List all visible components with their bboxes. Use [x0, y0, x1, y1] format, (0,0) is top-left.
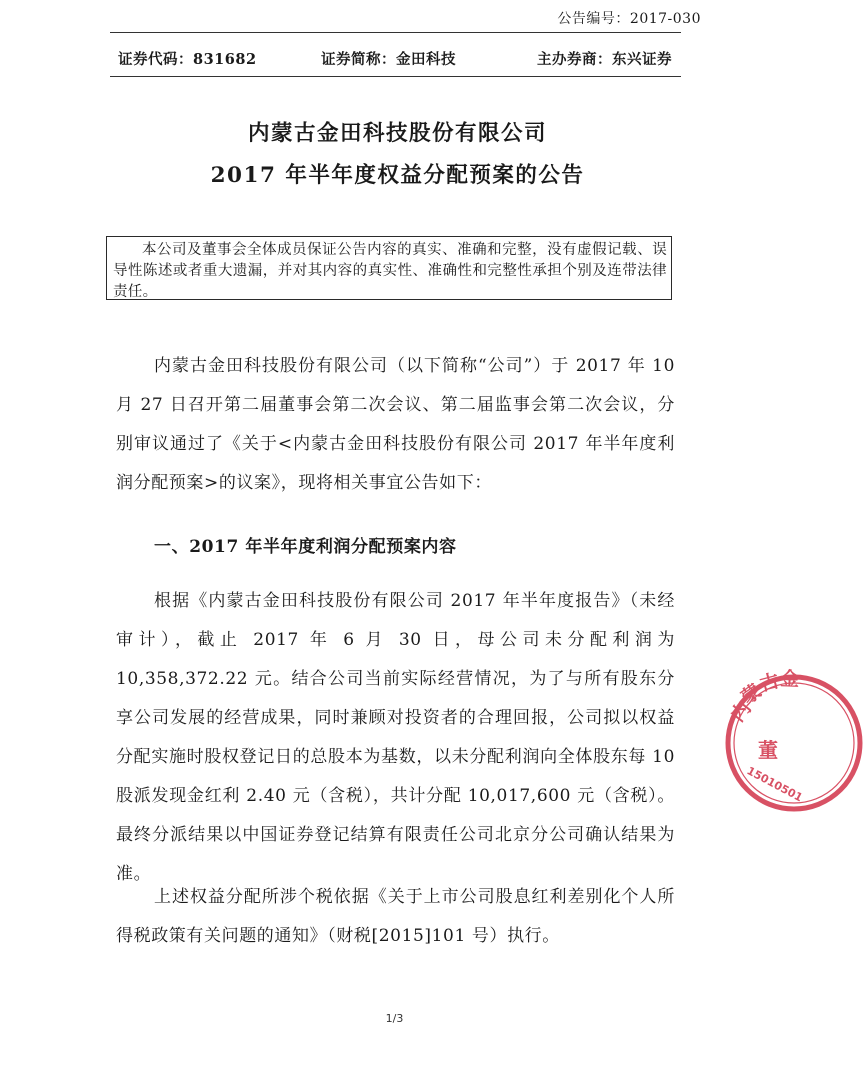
header-rule-top [110, 32, 681, 33]
svg-text:内: 内 [726, 697, 756, 727]
header-rule-bottom [110, 76, 681, 77]
disclaimer-box [106, 236, 672, 300]
svg-text:蒙: 蒙 [737, 680, 766, 710]
security-abbreviation: 证券简称：金田科技 [321, 51, 456, 68]
document-title-company: 内蒙古金田科技股份有限公司 [247, 121, 547, 146]
intro-paragraph: 内蒙古金田科技股份有限公司（以下简称“公司”）于 2017 年 10 月 27 日召开第二届董事会第二次会议、第二届监事会第二次会议，分别审议通过了《关于<内蒙古金田科技股份有限公司 2017 年半年度利润分配预案>的议案》，现将相关事宜公告如下： [116, 356, 675, 493]
page-number: 1/3 [385, 1012, 404, 1025]
tax-paragraph: 上述权益分配所涉个税依据《关于上市公司股息红利差别化个人所得税政策有关问题的通知》（财税[2015]101 号）执行。 [116, 887, 675, 946]
section-heading: 一、2017 年半年度利润分配预案内容 [154, 537, 457, 557]
announcement-number: 公告编号：2017-030 [557, 11, 701, 27]
svg-text:董: 董 [758, 738, 778, 762]
document-title-subject: 2017 年半年度权益分配预案的公告 [210, 163, 585, 188]
disclaimer-text: 本公司及董事会全体成员保证公告内容的真实、准确和完整，没有虚假记载、误导性陈述或者重大遗漏，并对其内容的真实性、准确性和完整性承担个别及连带法律责任。 [113, 242, 667, 300]
security-code: 证券代码：831682 [118, 51, 257, 68]
sponsor-broker: 主办券商：东兴证券 [537, 51, 672, 68]
company-seal-stamp [722, 645, 867, 845]
distribution-paragraph: 根据《内蒙古金田科技股份有限公司 2017 年半年度报告》（未经审计），截止 2017 年 6 月 30 日，母公司未分配利润为 10,358,372.22 元。结合公司当前实际经营情况，为了与所有股东分享公司发展的经营成果，同时兼顾对投资者的合理回报，公司拟以权益分配实施时股权登记日的总股本为基数，以未分配利润向全体股东每 10 股派发现金红利 2.40 元（含税），共计分配 10,017,600 元（含税）。最终分派结果以中国证券登记结算有限责任公司北京分公司确认结果为准。 [116, 591, 675, 884]
svg-text:15010501: 15010501 [744, 764, 805, 805]
svg-text:古: 古 [757, 669, 782, 696]
svg-text:金: 金 [779, 668, 800, 691]
